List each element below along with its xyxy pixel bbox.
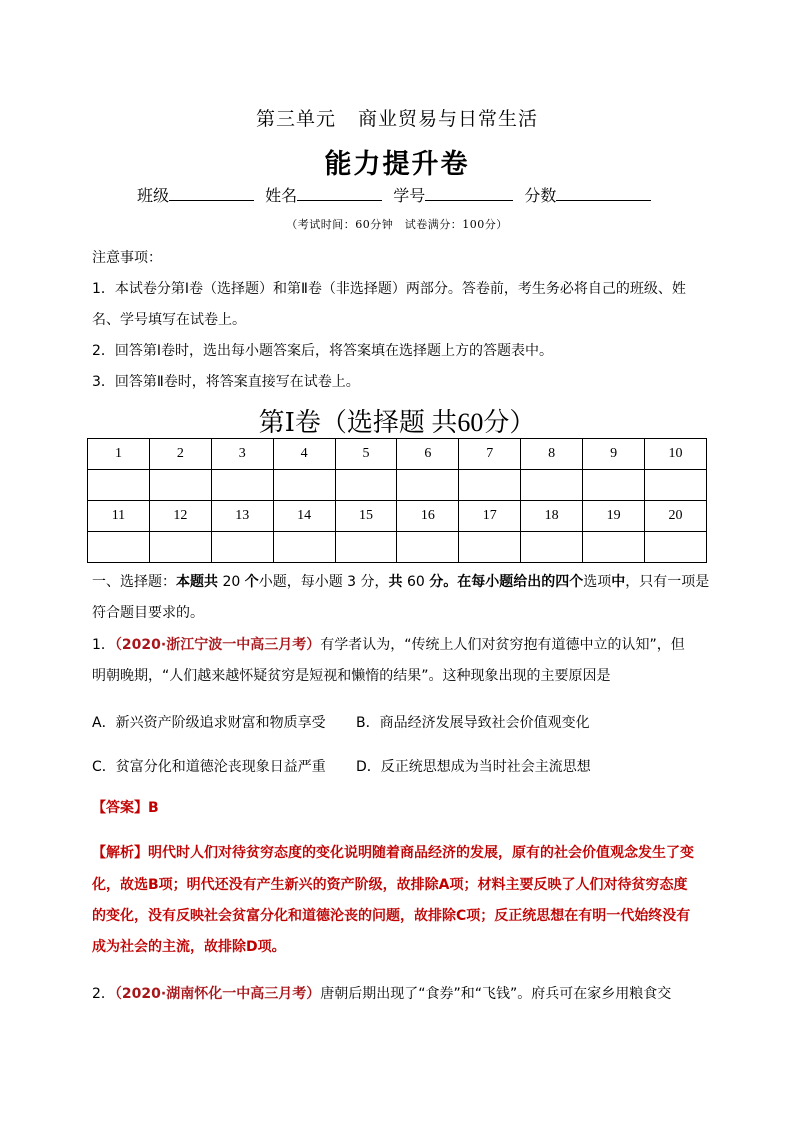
question-number: 19 bbox=[583, 501, 645, 532]
question-1-option-b: B．商品经济发展导致社会价值观变化 bbox=[356, 715, 590, 731]
unit-topic: 商业贸易与日常生活 bbox=[358, 108, 539, 130]
class-field[interactable] bbox=[169, 184, 254, 201]
question-number: 20 bbox=[645, 501, 707, 532]
section-instructions-line1: 一、选择题：本题共 20 个小题，每小题 3 分，共 60 分。在每小题给出的四个选项中，只有一项是 bbox=[92, 574, 710, 590]
answer-cell[interactable] bbox=[273, 532, 335, 563]
answer-grid-answer-row-1 bbox=[88, 470, 707, 501]
question-number: 11 bbox=[88, 501, 150, 532]
answer-cell[interactable] bbox=[583, 470, 645, 501]
answer-cell[interactable] bbox=[273, 470, 335, 501]
answer-cell[interactable] bbox=[397, 532, 459, 563]
question-number: 5 bbox=[335, 439, 397, 470]
answer-value: B bbox=[148, 800, 159, 816]
question-number: 1 bbox=[88, 439, 150, 470]
student-info-line bbox=[137, 183, 657, 206]
answer-cell[interactable] bbox=[211, 470, 273, 501]
answer-grid-number-row-2 bbox=[88, 501, 707, 532]
question-source: （2020·湖南怀化一中高三月考） bbox=[114, 986, 321, 1002]
answer-cell[interactable] bbox=[88, 470, 150, 501]
section-title: 第Ⅰ卷（选择题 共60分） bbox=[258, 408, 536, 437]
score-field[interactable] bbox=[556, 184, 651, 201]
note-item-1-line1: 1．本试卷分第Ⅰ卷（选择题）和第Ⅱ卷（非选择题）两部分。答卷前，考生务必将自己的班级、姓 bbox=[92, 281, 686, 297]
question-number: 17 bbox=[459, 501, 521, 532]
question-source: （2020·浙江宁波一中高三月考） bbox=[114, 637, 321, 653]
question-1-option-a: A．新兴资产阶级追求财富和物质享受 bbox=[92, 715, 326, 731]
student-id-field[interactable] bbox=[425, 184, 513, 201]
score-label: 分数 bbox=[524, 186, 557, 205]
question-2-stem-line1 bbox=[92, 986, 704, 1002]
answer-cell[interactable] bbox=[397, 470, 459, 501]
question-number: 2． bbox=[92, 986, 115, 1002]
answer-grid-number-row-1 bbox=[88, 439, 707, 470]
question-1-option-d: D．反正统思想成为当时社会主流思想 bbox=[356, 759, 591, 775]
exam-meta: （考试时间：60分钟 试卷满分：100分） bbox=[286, 218, 508, 231]
notes-heading: 注意事项： bbox=[92, 250, 162, 266]
page-title: 能力提升卷 bbox=[324, 149, 470, 180]
question-1-stem-line1 bbox=[92, 637, 704, 653]
question-number: 9 bbox=[583, 439, 645, 470]
question-number: 15 bbox=[335, 501, 397, 532]
answer-grid-answer-row-2 bbox=[88, 532, 707, 563]
question-number: 14 bbox=[273, 501, 335, 532]
question-number: 13 bbox=[211, 501, 273, 532]
unit-title bbox=[0, 104, 794, 131]
answer-cell[interactable] bbox=[459, 470, 521, 501]
answer-grid bbox=[87, 438, 707, 563]
question-number: 10 bbox=[645, 439, 707, 470]
question-1-analysis-line3: 的变化，没有反映社会贫富分化和道德沦丧的问题，故排除C项；反正统思想在有明一代始终没有 bbox=[92, 908, 691, 924]
answer-cell[interactable] bbox=[645, 470, 707, 501]
question-stem: 有学者认为，“传统上人们对贫穷抱有道德中立的认知”，但 bbox=[320, 637, 685, 653]
question-1-analysis-line2: 化，故选B项；明代还没有产生新兴的资产阶级，故排除A项；材料主要反映了人们对待贫穷态度 bbox=[92, 877, 688, 893]
name-field[interactable] bbox=[297, 184, 382, 201]
question-1-option-c: C．贫富分化和道德沦丧现象日益严重 bbox=[92, 759, 326, 775]
answer-cell[interactable] bbox=[88, 532, 150, 563]
answer-cell[interactable] bbox=[335, 470, 397, 501]
answer-cell[interactable] bbox=[211, 532, 273, 563]
answer-cell[interactable] bbox=[459, 532, 521, 563]
answer-label: 【答案】 bbox=[92, 800, 148, 816]
question-1-stem-line2: 明朝晚期，“人们越来越怀疑贫穷是短视和懒惰的结果”。这种现象出现的主要原因是 bbox=[92, 668, 611, 684]
question-1-analysis-line4: 成为社会的主流，故排除D项。 bbox=[92, 939, 286, 955]
question-number: 3 bbox=[211, 439, 273, 470]
question-number: 2 bbox=[149, 439, 211, 470]
class-label: 班级 bbox=[137, 186, 170, 205]
student-id-label: 学号 bbox=[393, 186, 426, 205]
note-item-1-line2: 名、学号填写在试卷上。 bbox=[92, 312, 246, 328]
question-number: 12 bbox=[149, 501, 211, 532]
question-number: 16 bbox=[397, 501, 459, 532]
question-1-analysis-line1: 【解析】明代时人们对待贫穷态度的变化说明随着商品经济的发展，原有的社会价值观念发生了变 bbox=[92, 845, 694, 861]
question-number: 18 bbox=[521, 501, 583, 532]
answer-cell[interactable] bbox=[583, 532, 645, 563]
note-item-2: 2．回答第Ⅰ卷时，选出每小题答案后，将答案填在选择题上方的答题表中。 bbox=[92, 343, 554, 359]
question-number: 6 bbox=[397, 439, 459, 470]
answer-cell[interactable] bbox=[149, 470, 211, 501]
answer-cell[interactable] bbox=[149, 532, 211, 563]
note-item-3: 3．回答第Ⅱ卷时，将答案直接写在试卷上。 bbox=[92, 374, 360, 390]
answer-cell[interactable] bbox=[645, 532, 707, 563]
answer-cell[interactable] bbox=[521, 470, 583, 501]
question-stem: 唐朝后期出现了“食券”和“飞钱”。府兵可在家乡用粮食交 bbox=[320, 986, 672, 1002]
question-number: 4 bbox=[273, 439, 335, 470]
name-label: 姓名 bbox=[265, 186, 298, 205]
analysis-label: 【解析】 bbox=[92, 845, 148, 861]
answer-cell[interactable] bbox=[521, 532, 583, 563]
section-instructions-line2: 符合题目要求的。 bbox=[92, 605, 204, 621]
question-1-answer bbox=[92, 800, 704, 816]
answer-cell[interactable] bbox=[335, 532, 397, 563]
question-number: 7 bbox=[459, 439, 521, 470]
unit-label: 第三单元 bbox=[255, 108, 336, 130]
question-number: 8 bbox=[521, 439, 583, 470]
question-number: 1． bbox=[92, 637, 115, 653]
